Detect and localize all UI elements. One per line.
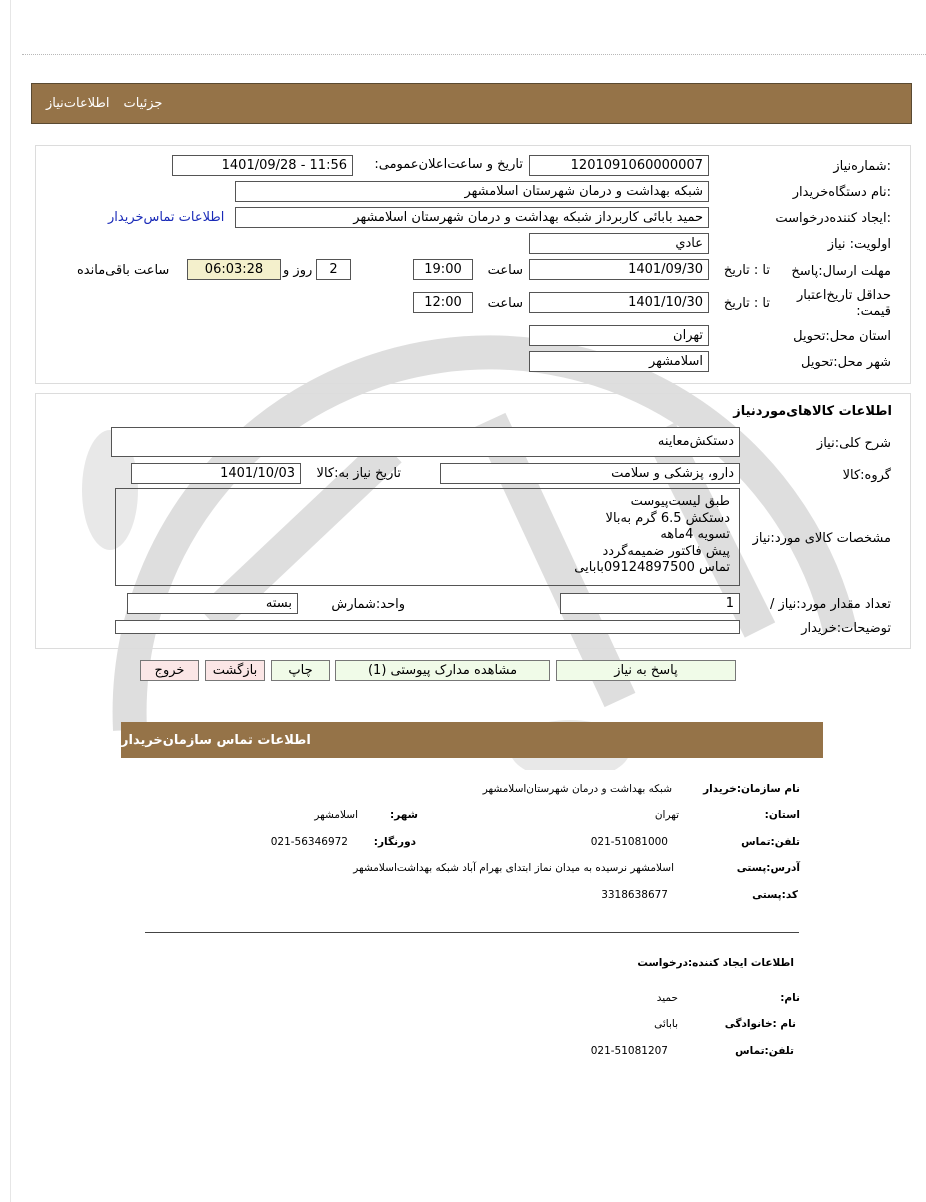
qty-label: / تعداد مقدار مورد:نیاز bbox=[769, 597, 891, 612]
qty-field: 1 bbox=[560, 593, 740, 614]
contact-section-header bbox=[121, 722, 823, 758]
announce-label: تاریخ و ساعت‌اعلان‌عمومی: bbox=[374, 157, 523, 172]
contact-city-label: :شهر bbox=[390, 809, 418, 821]
goods-desc-label: شرح کلی:نیاز bbox=[816, 436, 891, 451]
deadline-to-date-label: تا : تاریخ bbox=[723, 263, 770, 278]
contact-city-value: اسلامشهر bbox=[314, 809, 358, 821]
validity-to-date-label: تا : تاریخ bbox=[723, 296, 770, 311]
top-dotted-divider bbox=[22, 54, 926, 55]
days-remaining-field: 2 bbox=[316, 259, 351, 280]
remaining-time-label: ساعت باقی‌مانده bbox=[77, 263, 170, 278]
creator-info-title: اطلاعات ایجاد کننده:درخواست bbox=[637, 957, 794, 969]
specs-line: طبق لیست‌پیوست bbox=[630, 494, 730, 509]
creator-phone-label: تلفن:تماس bbox=[735, 1045, 794, 1057]
contact-province-label: :استان bbox=[764, 809, 800, 821]
contact-postal-value: 3318638677 bbox=[601, 889, 668, 901]
buyer-org-label: نام دستگاه‌خریدار: bbox=[792, 185, 891, 200]
reply-button[interactable]: پاسخ به نیاز bbox=[556, 660, 736, 681]
specs-line: پیش فاکتور ضمیمه‌گردد bbox=[602, 543, 730, 559]
contact-fax-label: :دورنگار bbox=[373, 836, 416, 848]
goods-desc-field: دستکش‌معاینه bbox=[111, 427, 740, 457]
need-date-field: 1401/10/03 bbox=[131, 463, 301, 484]
city-field: اسلامشهر bbox=[529, 351, 709, 372]
specs-line: تماس 09124897500بابایی bbox=[574, 560, 730, 575]
creator-family-value: بابائی bbox=[654, 1018, 678, 1030]
deadline-time-field: 19:00 bbox=[413, 259, 473, 280]
deadline-date-field: 1401/09/30 bbox=[529, 259, 709, 280]
contact-postal-label: کد:پستی bbox=[752, 889, 798, 901]
priority-label: اولویت: نیاز bbox=[827, 237, 891, 252]
city-label: شهر محل:تحویل bbox=[801, 355, 891, 370]
contact-phone-label: تلفن:تماس bbox=[741, 836, 800, 848]
remaining-time-field: 06:03:28 bbox=[187, 259, 281, 280]
days-label: روز و bbox=[283, 263, 313, 278]
goods-specs-label: مشخصات کالای مورد:نیاز bbox=[752, 531, 891, 546]
priority-field: عادي bbox=[529, 233, 709, 254]
creator-name-label: :نام bbox=[780, 992, 800, 1004]
creator-family-label: نام :خانوادگی bbox=[724, 1018, 796, 1030]
tab-need-info[interactable]: اطلاعات‌نیاز bbox=[46, 96, 110, 111]
exit-button[interactable]: خروج bbox=[140, 660, 199, 681]
contact-province-value: تهران bbox=[654, 809, 679, 821]
need-date-label: تاریخ نیاز به:کالا bbox=[316, 466, 401, 481]
province-field: تهران bbox=[529, 325, 709, 346]
need-number-field: 1201091060000007 bbox=[529, 155, 709, 176]
goods-group-field: دارو، پزشکی و سلامت bbox=[440, 463, 740, 484]
province-label: استان محل:تحویل bbox=[793, 329, 891, 344]
specs-line: دستکش 6.5 گرم به‌بالا bbox=[605, 510, 730, 526]
deadline-label: مهلت ارسال:پاسخ bbox=[791, 264, 891, 279]
contact-section-title: اطلاعات تماس سازمان‌خریدار bbox=[121, 732, 311, 748]
specs-line: تسویه 4ماهه bbox=[660, 527, 730, 542]
contact-fax-value: 021-56346972 bbox=[270, 836, 348, 848]
validity-time-field: 12:00 bbox=[413, 292, 473, 313]
buyer-notes-label: توضیحات:خریدار bbox=[801, 621, 891, 636]
print-button[interactable]: چاپ bbox=[271, 660, 330, 681]
buyer-contact-link[interactable]: اطلاعات تماس‌خریدار bbox=[108, 210, 225, 225]
unit-field: بسته bbox=[127, 593, 298, 614]
view-attachments-button[interactable]: مشاهده مدارک پیوستی (1) bbox=[335, 660, 550, 681]
back-button[interactable]: بازگشت bbox=[205, 660, 265, 681]
buyer-notes-field bbox=[115, 620, 740, 634]
deadline-time-label: ساعت bbox=[487, 263, 523, 278]
page-header-bar bbox=[31, 83, 912, 124]
contact-address-label: آدرس:پستی bbox=[736, 862, 800, 874]
creator-label: ایجاد کننده‌درخواست: bbox=[775, 211, 891, 226]
announce-datetime-field: 1401/09/28 - 11:56 bbox=[172, 155, 353, 176]
validity-time-label: ساعت bbox=[487, 296, 523, 311]
contact-address-value: اسلامشهر نرسیده به میدان نماز ابتدای بهرام آباد شبکه بهداشت‌اسلامشهر bbox=[353, 862, 674, 874]
contact-org-value: شبکه بهداشت و درمان شهرستان‌اسلامشهر bbox=[482, 783, 672, 795]
contact-org-label: نام سازمان:خریدار bbox=[703, 783, 800, 795]
need-number-label: شماره‌نیاز: bbox=[833, 159, 891, 174]
goods-specs-field bbox=[115, 488, 740, 586]
goods-section-title: اطلاعات کالاهای‌مورد‌نیاز bbox=[733, 404, 892, 419]
buyer-org-field: شبکه بهداشت و درمان شهرستان اسلامشهر bbox=[235, 181, 709, 202]
validity-label-line2: :قیمت bbox=[856, 304, 891, 319]
contact-divider bbox=[145, 932, 799, 933]
creator-field: حمید بابائی کاربرداز شبکه بهداشت و درمان شهرستان اسلامشهر bbox=[235, 207, 709, 228]
creator-phone-value: 021-51081207 bbox=[590, 1045, 668, 1057]
tab-details[interactable]: جزئیات bbox=[123, 96, 163, 111]
goods-group-label: گروه:کالا bbox=[842, 468, 891, 483]
creator-name-value: حمید bbox=[656, 992, 678, 1004]
page-left-border bbox=[10, 0, 11, 1202]
contact-phone-value: 021-51081000 bbox=[590, 836, 668, 848]
validity-label-line1: حداقل تاریخ‌اعتبار bbox=[797, 288, 891, 303]
validity-date-field: 1401/10/30 bbox=[529, 292, 709, 313]
unit-label: واحد:شمارش bbox=[331, 597, 405, 612]
